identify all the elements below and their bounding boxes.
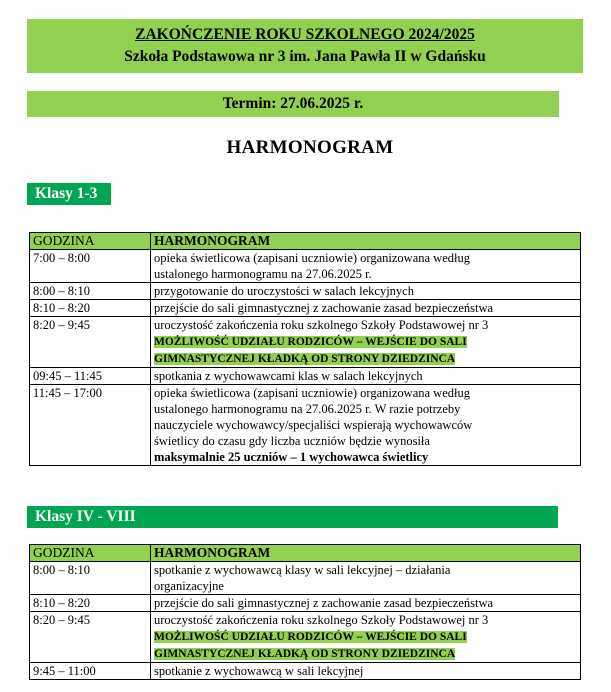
table-row	[30, 317, 581, 368]
time-cell: 09:45 – 11:45	[30, 368, 151, 385]
parents-notice: MOŻLIWOŚĆ UDZIAŁU RODZICÓW – WEJŚCIE DO SALI	[154, 631, 467, 643]
date-banner: Termin: 27.06.2025 r.	[27, 91, 559, 117]
table-row	[30, 612, 581, 663]
time-cell: 7:00 – 8:00	[30, 250, 151, 283]
plan-line: uroczystość zakończenia roku szkolnego Szkoły Podstawowej nr 3	[154, 613, 489, 627]
plan-cell	[151, 595, 581, 612]
plan-line: spotkanie z wychowawcą klasy w sali lekcyjnej – działania	[154, 563, 451, 577]
table-row	[30, 250, 581, 283]
section-label-grades-4-8: Klasy IV - VIII	[27, 506, 558, 528]
plan-cell	[151, 317, 581, 368]
table-row	[30, 562, 581, 595]
time-cell: 8:00 – 8:10	[30, 562, 151, 595]
school-name: Szkoła Podstawowa nr 3 im. Jana Pawła II w Gdańsku	[124, 48, 486, 65]
plan-cell	[151, 562, 581, 595]
table-row	[30, 385, 581, 466]
plan-line: opieka świetlicowa (zapisani uczniowie) organizowana według	[154, 251, 470, 265]
parents-notice: GIMNASTYCZNEJ KŁADKĄ OD STRONY DZIEDZINCA	[154, 648, 456, 660]
plan-cell	[151, 385, 581, 466]
column-header-time: GODZINA	[30, 233, 151, 250]
time-cell: 8:10 – 8:20	[30, 300, 151, 317]
plan-line: świetlicy do czasu gdy liczba uczniów będzie wynosiła	[154, 434, 430, 448]
column-header-plan: HARMONOGRAM	[151, 233, 581, 250]
time-cell: 8:20 – 9:45	[30, 317, 151, 368]
column-header-plan: HARMONOGRAM	[151, 545, 581, 562]
plan-line: opieka świetlicowa (zapisani uczniowie) organizowana według	[154, 386, 470, 400]
plan-cell	[151, 283, 581, 300]
time-cell: 8:10 – 8:20	[30, 595, 151, 612]
plan-line: ustalonego harmonogramu na 27.06.2025 r. W razie potrzeby	[154, 402, 461, 416]
plan-line: organizacyjne	[154, 579, 224, 593]
header-title: ZAKOŃCZENIE ROKU SZKOLNEGO 2024/2025	[135, 26, 475, 43]
time-cell: 8:00 – 8:10	[30, 283, 151, 300]
table-row	[30, 663, 581, 680]
plan-line: nauczyciele wychowawcy/specjaliści wspierają wychowawców	[154, 418, 473, 432]
plan-cell	[151, 250, 581, 283]
plan-line: ustalonego harmonogramu na 27.06.2025 r.	[154, 267, 372, 281]
header-banner	[27, 19, 583, 73]
parents-notice: GIMNASTYCZNEJ KŁADKĄ OD STRONY DZIEDZINCA	[154, 353, 456, 365]
schedule-table-grades-1-3	[29, 232, 581, 466]
table-header-row	[30, 233, 581, 250]
plan-line: przygotowanie do uroczystości w salach lekcyjnych	[154, 284, 414, 298]
plan-cell	[151, 612, 581, 663]
table-row	[30, 300, 581, 317]
parents-notice: MOŻLIWOŚĆ UDZIAŁU RODZICÓW – WEJŚCIE DO SALI	[154, 336, 467, 348]
plan-line: przejście do sali gimnastycznej z zachowanie zasad bezpieczeństwa	[154, 301, 494, 315]
capacity-note: maksymalnie 25 uczniów – 1 wychowawca świetlicy	[154, 450, 429, 464]
table-row	[30, 595, 581, 612]
plan-line: spotkania z wychowawcami klas w salach lekcyjnych	[154, 369, 423, 383]
time-cell: 11:45 – 17:00	[30, 385, 151, 466]
plan-line: przejście do sali gimnastycznej z zachowanie zasad bezpieczeństwa	[154, 596, 494, 610]
section-label-grades-1-3: Klasy 1-3	[27, 183, 111, 205]
plan-cell	[151, 300, 581, 317]
schedule-table-grades-4-8	[29, 544, 581, 680]
table-header-row	[30, 545, 581, 562]
column-header-time: GODZINA	[30, 545, 151, 562]
plan-cell	[151, 663, 581, 680]
table-row	[30, 283, 581, 300]
time-cell: 8:20 – 9:45	[30, 612, 151, 663]
table-row	[30, 368, 581, 385]
plan-line: spotkanie z wychowawcą w sali lekcyjnej	[154, 664, 364, 678]
page-title: HARMONOGRAM	[226, 137, 394, 158]
plan-cell	[151, 368, 581, 385]
time-cell: 9:45 – 11:00	[30, 663, 151, 680]
plan-line: uroczystość zakończenia roku szkolnego Szkoły Podstawowej nr 3	[154, 318, 489, 332]
